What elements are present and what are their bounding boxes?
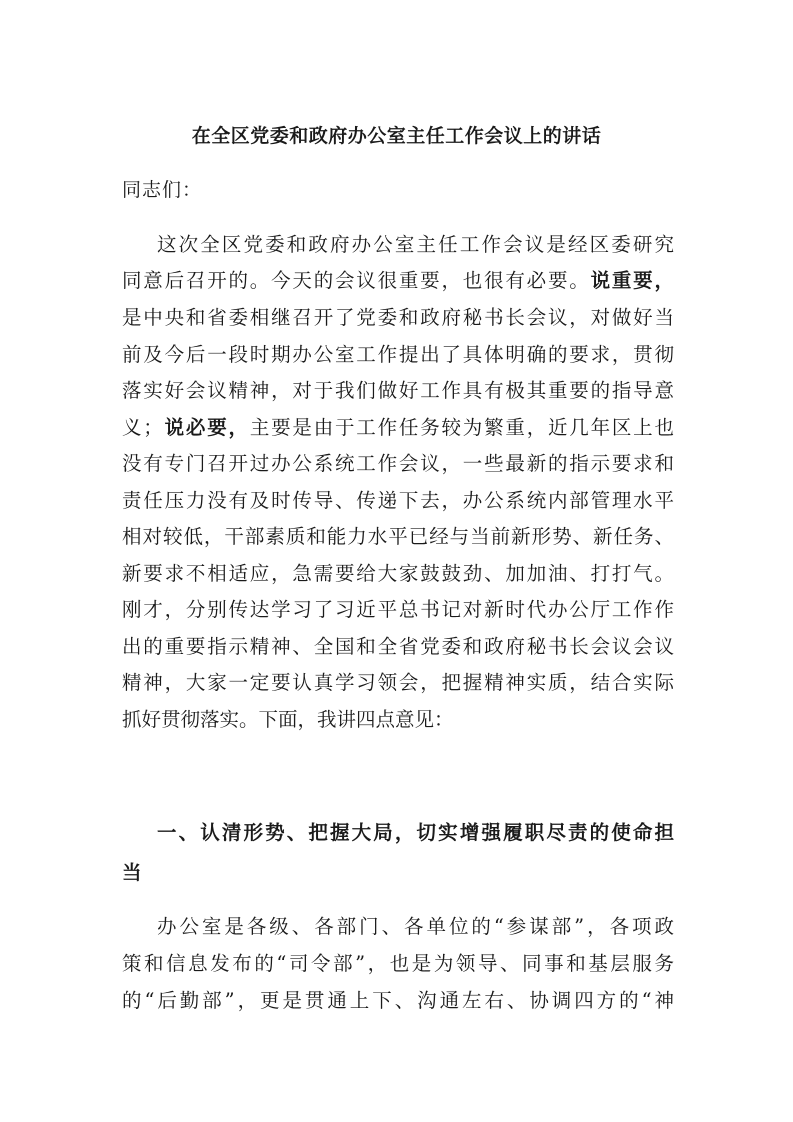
paragraph-line: 这次全区党委和政府办公室主任工作会议是经区委研究 (157, 233, 674, 256)
paragraph-line (122, 266, 674, 296)
salutation: 同志们： (122, 179, 203, 201)
paragraph-line: 精神，大家一定要认真学习领会，把握精神实质，结合实际 (122, 671, 674, 694)
text-run: 主要是由于工作任务较为繁重，近几年区上也 (249, 416, 674, 439)
paragraph-line: 相对较低，干部素质和能力水平已经与当前新形势、新任务、 (122, 525, 674, 548)
heading-line: 一、认清形势、把握大局，切实增强履职尽责的使命担 (157, 821, 674, 844)
bold-text-run: 说必要， (162, 416, 250, 439)
paragraph-line: 策和信息发布的“司令部”，也是为领导、同事和基层服务 (122, 952, 674, 975)
paragraph-line: 没有专门召开过办公系统工作会议，一些最新的指示要求和 (122, 452, 674, 475)
paragraph-line: 新要求不相适应，急需要给大家鼓鼓劲、加加油、打打气。 (122, 562, 674, 585)
paragraph-line: 责任压力没有及时传导、传递下去，办公系统内部管理水平 (122, 489, 674, 512)
document-title: 在全区党委和政府办公室主任工作会议上的讲话 (191, 125, 602, 147)
paragraph-line: 办公室是各级、各部门、各单位的“参谋部”，各项政 (157, 915, 674, 938)
heading-line: 当 (122, 861, 142, 884)
paragraph-line: 是中央和省委相继召开了党委和政府秘书长会议，对做好当 (122, 306, 674, 329)
paragraph-line: 出的重要指示精神、全国和全省党委和政府秘书长会议会议 (122, 635, 674, 658)
text-run: 义； (122, 416, 163, 439)
bold-text-run: 说重要， (590, 269, 674, 292)
text-run: 同意后召开的。今天的会议很重要，也很有必要。 (122, 269, 591, 292)
paragraph-line: 前及今后一段时期办公室工作提出了具体明确的要求，贯彻 (122, 343, 674, 366)
paragraph-line (122, 413, 674, 443)
paragraph-line: 抓好贯彻落实。下面，我讲四点意见： (122, 708, 454, 731)
paragraph-line: 刚才，分别传达学习了习近平总书记对新时代办公厅工作作 (122, 598, 674, 621)
paragraph-line: 落实好会议精神，对于我们做好工作具有极其重要的指导意 (122, 379, 674, 402)
paragraph-line: 的“后勤部”，更是贯通上下、沟通左右、协调四方的“神 (122, 989, 674, 1012)
